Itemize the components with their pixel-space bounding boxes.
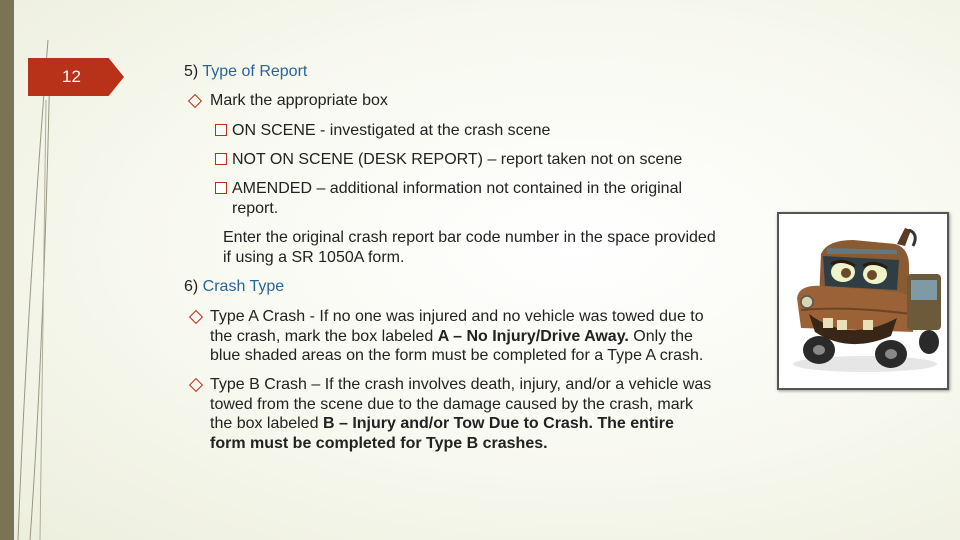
type-b-line-2: towed from the scene due to the damage caused by the crash, mark: [210, 396, 693, 413]
section-title: Type of Report: [202, 63, 308, 80]
type-a-line-2: [210, 327, 693, 347]
type-b-line-3: [210, 414, 674, 434]
checkbox-bullet-icon: [215, 124, 227, 136]
type-a-text: the crash, mark the box labeled: [210, 328, 438, 345]
checkbox-bullet-icon: [215, 182, 227, 194]
option-not-on-scene: NOT ON SCENE (DESK REPORT) – report taken not on scene: [232, 151, 683, 168]
section-number: 5): [184, 63, 203, 80]
type-b-text: the box labeled: [210, 415, 323, 432]
type-b-line-4: [210, 434, 548, 454]
tow-truck-image: [777, 212, 949, 390]
type-a-line-1: Type A Crash - If no one was injured and no vehicle was towed due to: [210, 308, 704, 325]
section-heading-crash-type: [184, 277, 284, 297]
diamond-bullet-icon: [189, 310, 203, 324]
section-title: Crash Type: [202, 278, 285, 295]
tow-truck-illustration: [779, 214, 947, 388]
enter-barcode-text: Enter the original crash report bar code number in the space provided: [223, 229, 716, 246]
slide-number: 12: [62, 67, 81, 86]
diamond-bullet-icon: [188, 94, 202, 108]
instruction-text: Mark the appropriate box: [210, 92, 388, 109]
option-amended-cont: report.: [232, 200, 279, 217]
section-number: 6): [184, 278, 203, 295]
type-a-text: Only the: [628, 328, 693, 345]
option-on-scene: ON SCENE - investigated at the crash scene: [232, 122, 551, 139]
option-amended: AMENDED – additional information not contained in the original: [232, 180, 683, 197]
enter-barcode-text-cont: if using a SR 1050A form.: [223, 249, 405, 266]
type-b-line-1: Type B Crash – If the crash involves death, injury, and/or a vehicle was: [210, 376, 712, 393]
type-b-label: B – Injury and/or Tow Due to Crash. The entire: [322, 415, 674, 432]
type-a-line-3: blue shaded areas on the form must be completed for a Type A crash.: [210, 347, 704, 364]
type-a-label: A – No Injury/Drive Away.: [437, 328, 629, 345]
checkbox-bullet-icon: [215, 153, 227, 165]
section-heading-type-of-report: [184, 62, 307, 82]
type-b-label: form must be completed for Type B crashes.: [210, 435, 548, 452]
diamond-bullet-icon: [189, 378, 203, 392]
